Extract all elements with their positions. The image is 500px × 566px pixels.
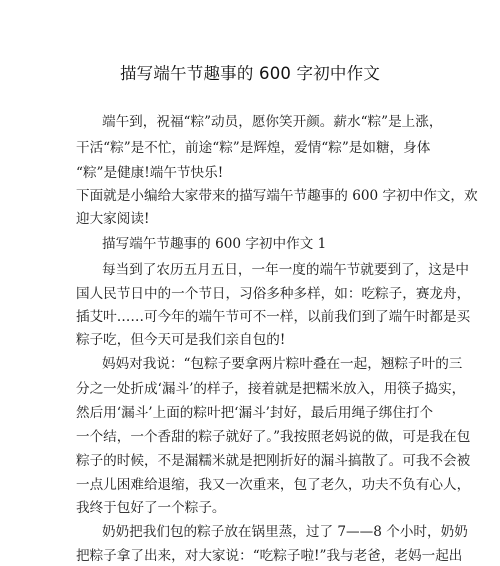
document-title: 描写端午节趣事的 600 字初中作文	[119, 64, 381, 83]
text-line: 迎大家阅读!	[76, 211, 150, 227]
text-line: 粽子的时候，不是漏糯米就是把刚折好的漏斗搞散了。可我不会被	[76, 453, 471, 469]
text-line: 插艾叶……可今年的端午节可不一样，以前我们到了端午时都是买	[76, 309, 471, 325]
text-line: 然后用‘漏斗’上面的粽叶把‘漏斗’封好，最后用绳子绑住打个	[76, 405, 434, 421]
text-line: 端午到，祝福“粽”动员，愿你笑开颜。薪水“粽”是上涨，	[102, 114, 443, 130]
text-line: 一点儿困难给退缩，我又一次重来，包了老久，功夫不负有心人，	[76, 477, 471, 493]
text-line: 妈妈对我说：“包粽子要拿两片粽叶叠在一起，翘粽子叶的三	[102, 356, 463, 372]
text-line: 每当到了农历五月五日，一年一度的端午节就要到了，这是中	[102, 262, 470, 278]
text-line: 一个结，一个香甜的粽子就好了。”我按照老妈说的做，可是我在包	[76, 429, 471, 445]
text-line: 国人民节日中的一个节日，习俗多种多样，如：吃粽子，赛龙舟，	[76, 286, 471, 302]
text-line: 粽子吃，但今天可是我们亲自包的!	[76, 332, 286, 348]
text-line: 干活“粽”是不忙，前途“粽”是辉煌，爱情“粽”是如糖，身体	[76, 140, 431, 156]
text-line: 下面就是小编给大家带来的描写端午节趣事的 600 字初中作文，欢	[76, 188, 478, 204]
text-line: 分之一处折成‘漏斗’的样子，接着就是把糯米放入，用筷子捣实，	[76, 381, 466, 397]
section-heading: 描写端午节趣事的 600 字初中作文 1	[102, 236, 327, 252]
text-line: 把粽子拿了出来，对大家说：“吃粽子啦!”我与老爸，老妈一起出	[76, 548, 463, 564]
text-line: “粽”是健康!端午节快乐!	[76, 165, 224, 181]
text-line: 我终于包好了一个粽子。	[76, 500, 226, 516]
text-line: 奶奶把我们包的粽子放在锅里蒸，过了 7——8 个小时，奶奶	[102, 524, 468, 540]
